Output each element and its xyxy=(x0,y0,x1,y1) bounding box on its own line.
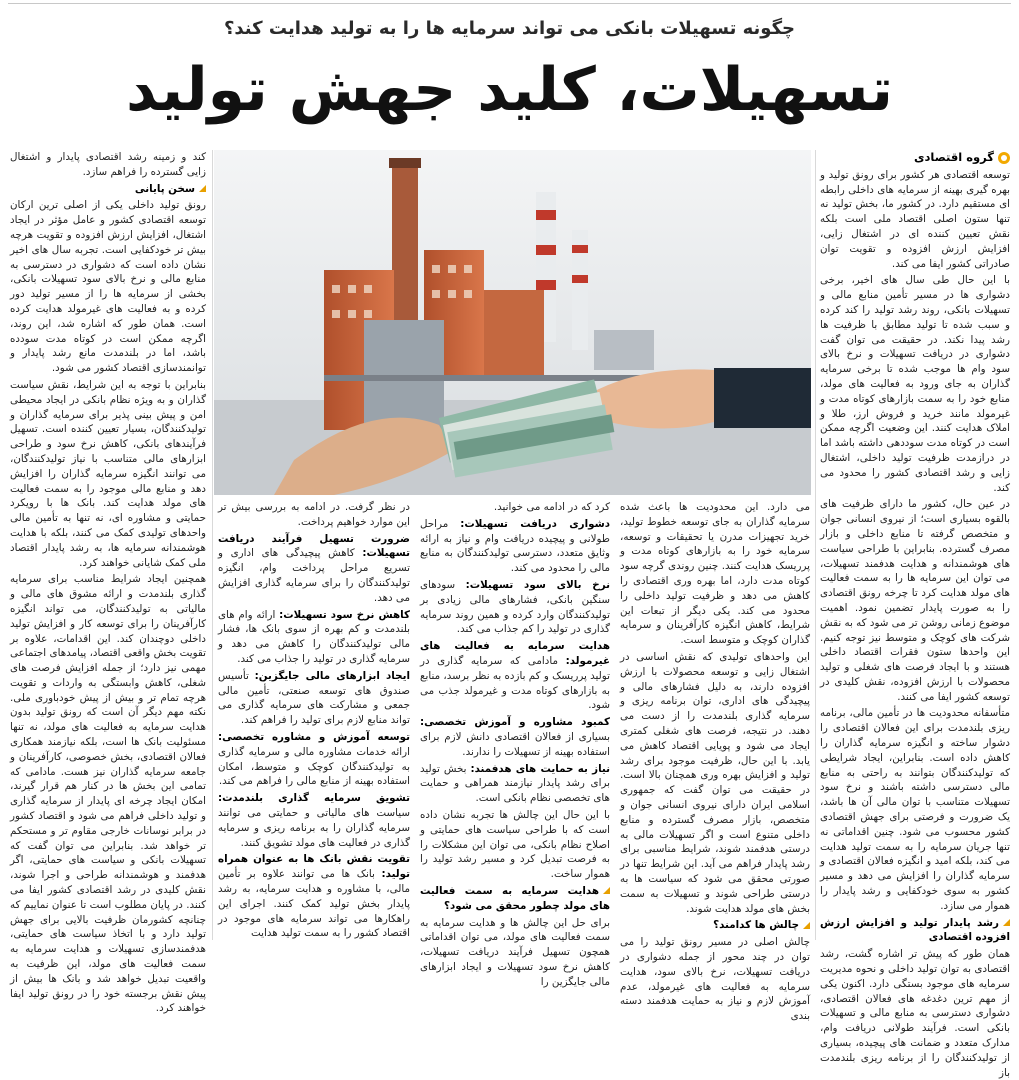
inline-heading: دشواری دریافت تسهیلات: xyxy=(460,517,610,530)
paragraph: تقویت نقش بانک ها به عنوان همراه تولید: بانک ها می توانند علاوه بر تأمین مالی، با مشاوره و هدایت سرمایه، به رشد پایدار بخش تولید کمک کنند. اجرای این راهکارها می تواند سرمایه های موجود در اقتصاد کشور را به سمت تولید هدایت xyxy=(218,853,410,940)
paragraph: کند و زمینه رشد اقتصادی پایدار و اشتغال زایی گسترده را فراهم سازد. xyxy=(10,151,206,178)
paragraph: کاهش نرخ سود تسهیلات: ارائه وام های بلندمدت و کم بهره از سوی بانک ها، فشار مالی تولیدکنندگان را کاهش می دهد و سرمایه گذاری در تولید را جذاب می کند. xyxy=(218,608,410,665)
paragraph: نرخ بالای سود تسهیلات: سودهای سنگین بانکی، فشارهای مالی زیادی بر تولیدکنندگان وارد کرده و همین روند سرمایه گذاری در تولید را کم جذاب می کند. xyxy=(420,578,610,636)
paragraph: دشواری دریافت تسهیلات: مراحل طولانی و پیچیده دریافت وام و نیاز به ارائه وثایق متعدد، دسترسی تولیدکنندگان به منابع مالی را محدود می کند. xyxy=(420,517,610,575)
inline-heading: ضرورت تسهیل فرآیند دریافت تسهیلات: xyxy=(218,532,410,560)
subheading-marker-icon xyxy=(199,185,206,192)
paragraph: همچنین ایجاد شرایط مناسب برای سرمایه گذاری بلندمدت و ارائه مشوق های مالی و مالیاتی به تولیدکنندگان، می تواند انگیزه کارآفرینان را برای توسعه کار و افزایش تولید داخلی دوچندان کند. این اقدامات، علاوه بر تقویت بخش واقعی اقتصاد، پیامدهای اجتماعی مهمی نیز دارد؛ از جمله افزایش فرصت های شغلی، کاهش وابستگی به واردات و تقویت هرچه تمام تر و بیش از پیش خودباوری ملی. نکته مهم دیگر آن است که رونق تولید بدون هدایت سرمایه به فعالیت های مولد، نه تنها مسئولیت بانک ها است، بلکه نیازمند همکاری فعالان اقتصادی، بخش خصوصی، کارآفرینان و جامعه سرمایه گذاران نیز هست. مادامی که تمامی این بخش ها در کنار هم قرار گیرند، امکان ایجاد چرخه ای پایدار از سرمایه گذاری و تولید داخلی فراهم می شود و اقتصاد کشور در برابر نوسانات خارجی مقاوم تر و مستحکم تر خواهد شد. بنابراین می توان گفت که تسهیلات بانکی و سیاست های حمایتی، اگر هدفمند و هوشمندانه طراحی و اجرا شوند، نقش کلیدی در رشد اقتصادی کشور ایفا می کنند. در پایان مطلوب است تا عنوان نماییم که چنانچه کشورمان ظرفیت بالایی برای جهش تولید دارد و با اتخاذ سیاست های حمایتی، هدفمندسازی تسهیلات و هدایت سرمایه به سمت فعالیت های مولد، این ظرفیت به واقعیت تبدیل خواهد شد و بانک ها بیش از پیش نقش برجسته خود را در رونق تولید ایفا خواهند کرد. xyxy=(10,573,206,1015)
paragraph: می دارد. این محدودیت ها باعث شده سرمایه گذاران به جای توسعه خطوط تولید، خرید تجهیزات مدرن یا تحقیقات و توسعه، سرمایه خود را به بازارهای کوتاه مدت و پرریسک هدایت کنند. چنین روندی گرچه سود کوتاه مدت دارد، اما بهره وری اقتصادی را کاهش می دهد و ظرفیت تولید داخلی را محدود می کند. یکی دیگر از تبعات این شرایط، کاهش انگیزه کارآفرینان و سرمایه گذاران کوچک و متوسط است. xyxy=(620,501,810,647)
inline-heading: کاهش نرخ سود تسهیلات: xyxy=(279,608,410,621)
column-middle-right xyxy=(620,500,810,1023)
paragraph: در نظر گرفت. در ادامه به بررسی بیش تر این موارد خواهیم پرداخت. xyxy=(218,501,410,528)
byline: گروه اقتصادی xyxy=(820,150,1010,165)
subheading: سخن پایانی xyxy=(10,182,206,197)
paragraph: تشویق سرمایه گذاری بلندمدت: سیاست های مالیاتی و حمایتی می توانند سرمایه گذاران را به برنامه ریزی و سرمایه گذاری در فعالیت های مولد تشویق کنند. xyxy=(218,792,410,849)
inline-heading: کمبود مشاوره و آموزش تخصصی: xyxy=(420,716,610,729)
subheading-marker-icon xyxy=(1003,919,1010,926)
paragraph: برای حل این چالش ها و هدایت سرمایه به سمت فعالیت های مولد، می توان اقداماتی همچون تسهیل فرآیند دریافت تسهیلات، کاهش نرخ سود تسهیلات و ایجاد ابزارهای مالی جایگزین را xyxy=(420,916,610,988)
column-divider xyxy=(212,150,213,940)
inline-heading: نرخ بالای سود تسهیلات: xyxy=(465,578,610,591)
paragraph: رونق تولید داخلی یکی از اصلی ترین ارکان توسعه اقتصادی کشور و عامل مؤثر در ایجاد اشتغال، افزایش ارزش افزوده و تقویت هرچه بیش تر خودکفایی است. تجربه سال های اخیر نشان داده است که دشواری در دسترسی به منابع مالی و نرخ بالای سود تسهیلات بانکی، بخشی از سرمایه ها را از مسیر تولید دور کرده و به فعالیت های غیرمولد هدایت کرده است. همان طور که اشاره شد، این روند، اگرچه ممکن است در کوتاه مدت سودده باشد، اما در بلندمدت مانع رشد پایدار و توانمندسازی اقتصاد کشور می شود. xyxy=(10,199,206,375)
paragraph: توسعه اقتصادی هر کشور برای رونق تولید و بهره گیری بهینه از سرمایه های داخلی رابطه ای مستقیم دارد. در کشور ما، بخش تولید نه تنها ستون اصلی اقتصاد ملی است بلکه نقش تعیین کننده ای در اشتغال زایی، افزایش ارزش افزوده و تقویت توان صادراتی کشور ایفا می کند. xyxy=(820,168,1010,270)
paragraph: کرد که در ادامه می خوانید. xyxy=(493,501,610,513)
inline-heading: ایجاد ابزارهای مالی جایگزین: xyxy=(254,669,410,682)
column-left xyxy=(10,150,206,1015)
paragraph: توسعه آموزش و مشاوره تخصصی: ارائه خدمات مشاوره مالی و سرمایه گذاری به تولیدکنندگان کوچک و متوسط، امکان استفاده بهینه از منابع مالی را فراهم می کند. xyxy=(218,730,410,788)
paragraph: با این حال این چالش ها تجربه نشان داده است که با طراحی سیاست های حمایتی و اصلاح نظام بانکی، می توان این مشکلات را به فرصت تبدیل کرد و مسیر رشد تولید را هموار ساخت. xyxy=(420,808,610,881)
paragraph: بنابراین با توجه به این شرایط، نقش سیاست گذاران و به ویژه نظام بانکی در ایجاد محیطی امن و پیش بینی پذیر برای سرمایه گذاران و تولیدکنندگان، بسیار تعیین کننده است. تسهیل فرآیندهای بانکی، کاهش نرخ سود و طراحی ابزارهای مالی متناسب با نیاز تولیدکنندگان، می توانند انگیزه سرمایه گذاران را افزایش دهد و منابع مالی موجود را به سمت فعالیت های مولد هدایت کند. بانک ها با رویکرد حمایتی و مشاوره ای، نه تنها به تأمین مالی واحدهای تولیدی کمک می کنند، بلکه با هدایت هوشمندانه سرمایه ها، به رشد پایدار اقتصاد ملی کمک شایانی خواهند کرد. xyxy=(10,378,206,569)
subheading: رشد پایدار تولید و افزایش ارزش افزوده اقتصادی xyxy=(820,916,1010,944)
article-headline: تسهیلات، کلید جهش تولید xyxy=(125,55,894,125)
paragraph: کمبود مشاوره و آموزش تخصصی: بسیاری از فعالان اقتصادی دانش لازم برای استفاده بهینه از تسهیلات را ندارند. xyxy=(420,716,610,758)
paragraph: هدایت سرمایه به فعالیت های غیرمولد: مادامی که سرمایه گذاری در تولید پرریسک و کم بازده به نظر برسد، منابع به بازارهای کوتاه مدت و غیرمولد جذب می شود. xyxy=(420,640,610,712)
paragraph: ایجاد ابزارهای مالی جایگزین: تأسیس صندوق های توسعه صنعتی، تأمین مالی جمعی و مشارکت های سرمایه گذاری می تواند منابع لازم برای تولید را فراهم کند. xyxy=(218,669,410,727)
column-right xyxy=(820,150,1010,1079)
inline-heading: تشویق سرمایه گذاری بلندمدت: xyxy=(218,792,410,805)
paragraph: همان طور که پیش تر اشاره گشت، رشد اقتصادی به توان تولید داخلی و نحوه مدیریت سرمایه های موجود بستگی دارد. اکنون یکی از مهم ترین دغدغه های فعالان اقتصادی، دشواری دسترسی به منابع مالی و تسهیلات بانکی است. فرآیند طولانی دریافت وام، مدارک متعدد و ضمانت های پیچیده، بسیاری از تولیدکنندگان را از برنامه ریزی بلندمدت باز xyxy=(820,948,1010,1079)
subheading: هدایت سرمایه به سمت فعالیت های مولد چطور محقق می شود؟ xyxy=(420,884,610,912)
paragraph: متأسفانه محدودیت ها در تأمین مالی، برنامه ریزی بلندمدت برای این فعالان اقتصادی را دشوار ساخته و انگیزه سرمایه گذاران را کاهش داده است. بنابراین، ایجاد شرایطی که تولیدکنندگان بتوانند به راحتی به منابع مالی دسترسی داشته باشند و نرخ سود تسهیلات متناسب با توان مالی آن ها باشد، یک ضرورت و فرصتی برای جهش اقتصادی کشور محسوب می شود. چنین اقداماتی نه تنها جریان سرمایه را به سمت تولید هدایت می کند، بلکه امید و انگیزه فعالان اقتصادی و سرمایه گذاران را افزایش می دهد و مسیر کشور به سوی خودکفایی و رشد پایدار را هموار می سازد. xyxy=(820,707,1010,912)
paragraph: چالش اصلی در مسیر رونق تولید را می توان در چند محور از جمله دشواری در دریافت تسهیلات، نرخ بالای سود، هدایت سرمایه به فعالیت های غیرمولد، عدم آموزش لازم و نیاز به حمایت هدفمند دسته بندی xyxy=(620,936,810,1023)
section-logo-icon xyxy=(998,152,1010,164)
page-top-rule xyxy=(0,0,1019,14)
paragraph: ضرورت تسهیل فرآیند دریافت تسهیلات: کاهش پیچیدگی های اداری و تسریع مراحل پرداخت وام، انگیزه تولیدکنندگان را برای سرمایه گذاری افزایش می دهد. xyxy=(218,532,410,604)
paragraph: با این حال طی سال های اخیر، برخی دشواری ها در مسیر تأمین منابع مالی و تسهیلات بانکی، روند رشد تولید را کند کرده و سبب شده تا تولید مطابق با ظرفیت ها رشد پیدا نکند. در حقیقت می توان گفت دشواری در دریافت تسهیلات و نرخ بالای سود وام ها موجب شده تا برخی سرمایه گذاران به جای ورود به فعالیت های مولد، منابع خود را به سمت بازارهای کوتاه مدت و غیرمولد مانند خرید و فروش ارز، طلا و املاک هدایت کنند. این وضعیت اگرچه ممکن است در کوتاه مدت سوددهی داشته باشد اما در درازمدت ظرفیت تولید داخلی، اشتغال زایی و رشد اقتصادی کشور را محدود می کند. xyxy=(820,274,1010,494)
article-kicker: چگونه تسهیلات بانکی می تواند سرمایه ها را به تولید هدایت کند؟ xyxy=(223,18,796,39)
article-photo xyxy=(214,150,811,495)
subheading-marker-icon xyxy=(603,887,610,894)
paragraph: نیاز به حمایت های هدفمند: بخش تولید برای رشد پایدار نیازمند همراهی و حمایت های تخصصی نظام بانکی است. xyxy=(420,762,611,805)
inline-heading: هدایت سرمایه به فعالیت های غیرمولد: xyxy=(420,640,610,667)
inline-heading: توسعه آموزش و مشاوره تخصصی: xyxy=(218,730,410,743)
column-middle xyxy=(420,500,611,988)
column-middle-left xyxy=(218,500,410,940)
column-divider xyxy=(815,150,816,940)
inline-heading: نیاز به حمایت های هدفمند: xyxy=(470,762,611,775)
paragraph: در عین حال، کشور ما دارای ظرفیت های بالقوه بسیاری است؛ از نیروی انسانی جوان و متخصص گرفته تا منابع داخلی و بازار مصرف گسترده. بنابراین با طراحی سیاست های هوشمندانه و هدایت هدفمند تسهیلات، می توان این سرمایه ها را به سمت فعالیت های مولد هدایت کرد تا چرخه رونق اقتصادی را به صورت پایدار تضمین نمود. اهمیت موضوع زمانی روشن تر می شود که به نقش شرکت های کوچک و متوسط نیز توجه کنیم. این واحدها ستون فقرات اقتصاد داخلی هستند و با ایجاد فرصت های شغلی و تولید محصولات با ارزش افزوده، نقش کلیدی در توسعه کشور ایفا می کنند. xyxy=(820,498,1010,703)
factory-money-illustration xyxy=(214,150,811,495)
subheading: چالش ها کدامند؟ xyxy=(620,918,810,933)
subheading-marker-icon xyxy=(803,922,810,929)
paragraph: این واحدهای تولیدی که نقش اساسی در اشتغال زایی و توسعه محصولات با ارزش افزوده دارند، به دلیل فشارهای مالی و پیچیدگی های اداری، توان برنامه ریزی و سرمایه گذاری بلندمدت را از دست می دهند. در نتیجه، فرصت های شغلی کمتری ایجاد می شود و پویایی اقتصاد کاهش می یابد. با این حال، ظرفیت موجود برای رشد تولید و افزایش بهره وری همچنان بالا است. در حقیقت می توان گفت که جمهوری اسلامی ایران دارای نیروی انسانی جوان و متخصص، بازار مصرف گسترده و منابع داخلی متنوع است و اگر تسهیلات مالی به درستی هدفمند شوند، شرایط مناسبی برای رشد پایدار فراهم می آید. این شرایط تنها در صورتی محقق می شود که سیاست ها به درستی طراحی شوند و تسهیلات به سمت بخش های مولد هدایت شوند. xyxy=(620,650,810,915)
inline-heading: تقویت نقش بانک ها به عنوان همراه تولید: xyxy=(218,853,410,881)
